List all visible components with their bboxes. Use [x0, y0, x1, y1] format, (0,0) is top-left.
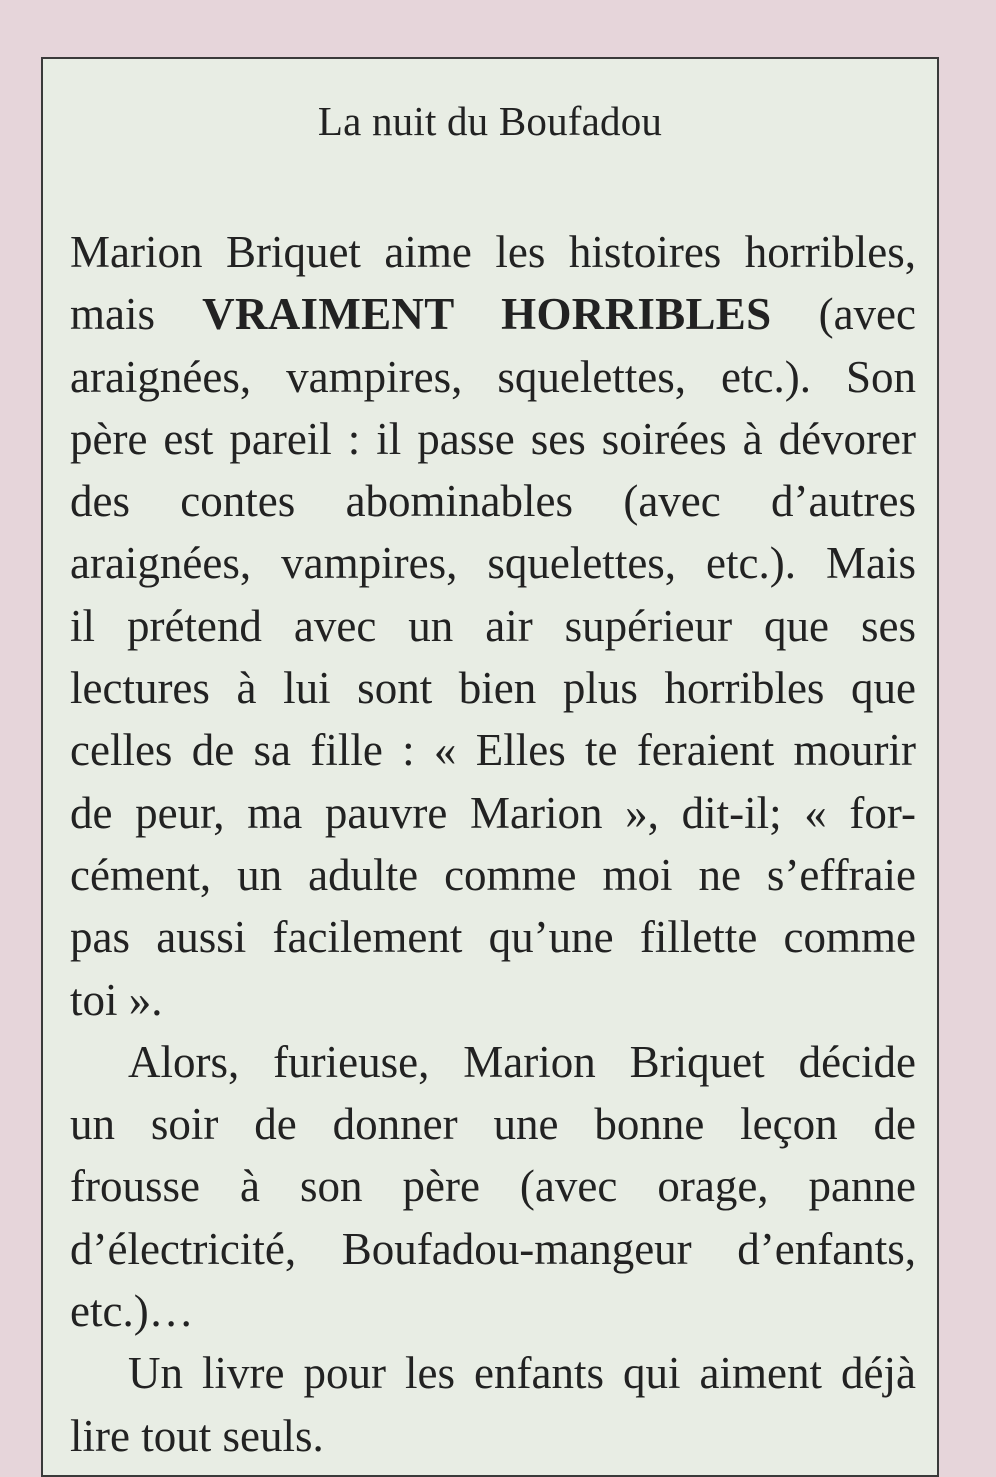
- text-line: etc.)…: [70, 1286, 194, 1337]
- back-cover-panel: [41, 57, 939, 1477]
- text-line: pas aussi facilement qu’une fillette comme: [70, 912, 916, 963]
- text-line: père est pareil : il passe ses soirées à dévorer: [70, 413, 916, 464]
- text-line: Marion Briquet aime les histoires horribles,: [70, 227, 916, 277]
- text-line: [70, 283, 916, 345]
- text-fragment: (avec: [771, 289, 916, 340]
- synopsis-paragraph-2: [70, 1031, 916, 1342]
- book-title: La nuit du Boufadou: [317, 98, 663, 144]
- text-line: Un livre pour les enfants qui aiment déjà: [128, 1348, 916, 1399]
- text-fragment: mais: [70, 289, 203, 340]
- text-line: araignées, vampires, squelettes, etc.). Son: [70, 351, 916, 402]
- text-line: des contes abominables (avec d’autres: [70, 476, 916, 527]
- text-line: araignées, vampires, squelettes, etc.). Mais: [70, 538, 916, 589]
- text-line: d’électricité, Boufadou-mangeur d’enfants,: [70, 1223, 916, 1274]
- text-line: lire tout seuls.: [70, 1410, 324, 1461]
- text-line: cément, un adulte comme moi ne s’effraie: [70, 849, 916, 900]
- synopsis-text: [70, 221, 916, 1467]
- text-line: il prétend avec un air supérieur que ses: [70, 600, 916, 651]
- text-line: frousse à son père (avec orage, panne: [70, 1161, 916, 1212]
- text-line: de peur, ma pauvre Marion », dit-il; « for-: [70, 787, 916, 838]
- text-line: lectures à lui sont bien plus horribles que: [70, 663, 916, 714]
- synopsis-paragraph-3: [70, 1342, 916, 1467]
- text-line: Alors, furieuse, Marion Briquet décide: [128, 1036, 916, 1087]
- emphasis-text: VRAIMENT HORRIBLES: [202, 289, 772, 340]
- synopsis-paragraph-1: [70, 221, 916, 1031]
- text-line: un soir de donner une bonne leçon de: [70, 1099, 916, 1150]
- text-line: toi ».: [70, 974, 163, 1025]
- text-line: celles de sa fille : « Elles te feraient mourir: [70, 725, 916, 776]
